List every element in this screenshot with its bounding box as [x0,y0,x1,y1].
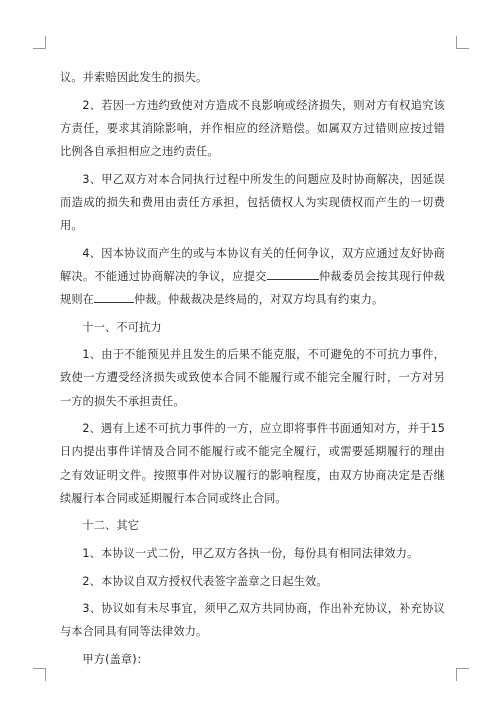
document-body [60,66,445,676]
arbitration-text-3: 仲裁。仲裁裁决是终局的，对双方均具有约束力。 [134,293,384,306]
paragraph-other-2: 2、本协议自双方授权代表签字盖章之日起生效。 [82,574,328,588]
crop-mark-top-right [456,36,469,49]
arbitration-location-blank[interactable] [94,290,134,303]
paragraph-continuation: 议。并索赔因此发生的损失。 [60,71,208,84]
paragraph-force-majeure-2: 2、遇有上述不可抗力事件的一方，应立即将事件书面通知对方，并于15日内提出事件详情及合同不能履行或不能完全履行，或需要延期履行的理由之有效证明文件。按照事件对协议履行的影响程度，由双方协商决定是否继续履行本合同或延期履行本合同或终止合同。 [60,422,445,505]
arbitration-text-1: 4、因本协议而产生的或与本协议有关的任何争议，双方应通过友好协商解决。不能通过协商解决的争议，应提交 [60,246,445,283]
crop-mark-bottom-right [456,668,469,681]
paragraph-dispute-negotiation: 3、甲乙双方对本合同执行过程中所发生的问题应及时协商解决，因延误而造成的损失和费用由责任方承担，包括债权人为实现债权而产生的一切费用。 [60,172,445,232]
crop-mark-top-left [33,36,46,49]
section-heading-other: 十二、其它 [82,519,140,533]
section-heading-force-majeure: 十一、不可抗力 [82,320,162,334]
crop-mark-bottom-left [33,668,46,681]
paragraph-arbitration [60,242,445,312]
paragraph-other-1: 1、本协议一式二份，甲乙双方各执一份，每份具有相同法律效力。 [82,546,419,560]
arbitration-committee-blank[interactable] [267,267,319,280]
paragraph-breach-liability: 2、若因一方违约致使对方造成不良影响或经济损失，则对方有权追究该方责任，要求其消除影响，并作相应的经济赔偿。如属双方过错则应按过错比例各自承担相应之违约责任。 [60,98,445,158]
paragraph-other-3: 3、协议如有未尽事宜，须甲乙双方共同协商，作出补充协议，补充协议与本合同具有同等法律效力。 [60,602,445,639]
paragraph-force-majeure-1: 1、由于不能预见并且发生的后果不能克服，不可避免的不可抗力事件，致使一方遭受经济损失或致使本合同不能履行或不能完全履行时，一方对另一方的损失不承担责任。 [60,348,445,408]
arbitration-text-2: 仲裁委员会按其现行仲裁规则在 [60,269,445,306]
party-a-signature-label: 甲方(盖章)： [82,652,149,666]
